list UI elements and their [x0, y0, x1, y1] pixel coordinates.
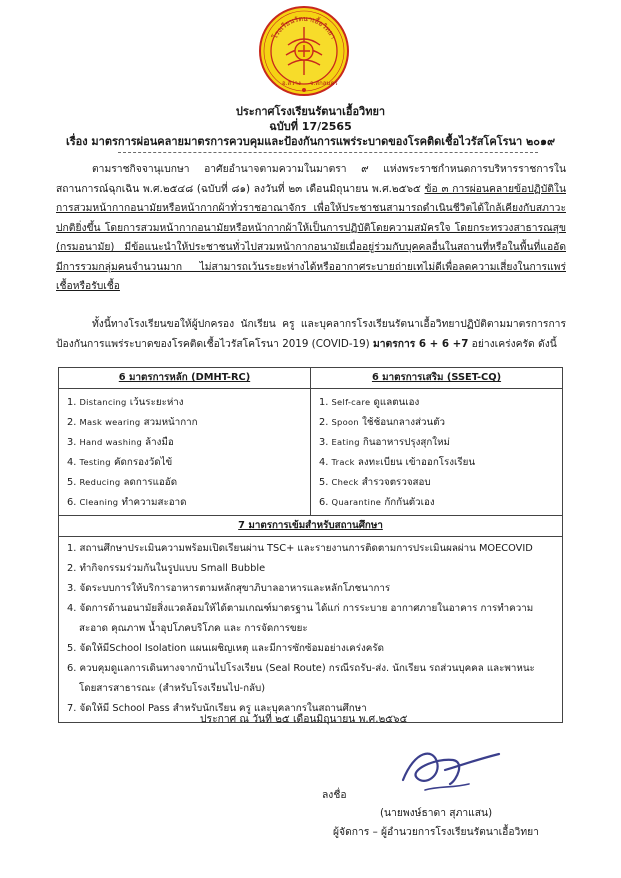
p2-text: ทั้งนี้ทางโรงเรียนขอให้ผู้ปกครอง นักเรียน ครู และบุคลากรโรงเรียนรัตนาเอื้อวิทยาปฏิบัติตามมาตรการการป้องกันการแพร่ระบาดของโรคติดเชื้อไวรัสโคโรนา 2019 (COVID-19)	[56, 318, 566, 350]
p2-end: อย่างเคร่งครัด ดังนี้	[468, 337, 557, 350]
list-item: 2. Spoon ใช้ช้อนกลางส่วนตัว	[319, 417, 446, 428]
seal-bottom-left: อ.สว่าง	[282, 80, 301, 87]
announcement-subject: เรื่อง มาตรการผ่อนคลายมาตรการควบคุมและป้องกันการแพร่ระบาดของโรคติดเชื้อไวรัสโคโรนา ๒๐๑๙	[65, 135, 556, 148]
body-paragraph-1	[56, 160, 566, 297]
list-item: 4. Testing คัดกรองวัดไข้	[67, 457, 173, 468]
main-measures-header: 6 มาตรการหลัก (DMHT-RC)	[59, 368, 311, 389]
announcement-date: ประกาศ ณ วันที่ ๒๕ เดือนมิถุนายน พ.ศ.๒๕๖๕	[200, 713, 408, 725]
announcement-title: ประกาศโรงเรียนรัตนาเอื้อวิทยา	[235, 105, 386, 118]
list-item: 1. สถานศึกษาประเมินความพร้อมเปิดเรียนผ่าน TSC+ และรายงานการติดตามการประเมินผลผ่าน MOECOVID	[67, 543, 533, 554]
list-item: 2. Mask wearing สวมหน้ากาก	[67, 417, 198, 428]
school-seal	[258, 5, 350, 97]
measures-table	[58, 367, 563, 723]
signature-image	[395, 740, 505, 800]
body-paragraph-2	[56, 315, 566, 354]
list-item: 6. Cleaning ทำความสะอาด	[67, 497, 187, 508]
signature-label: ลงชื่อ	[322, 789, 347, 801]
list-item: 5. Reducing ลดการแออัด	[67, 477, 178, 488]
list-item: 1. Distancing เว้นระยะห่าง	[67, 397, 184, 408]
list-item: 6. ควบคุมดูแลการเดินทางจากบ้านไปโรงเรียน (Seal Route) กรณีรถรับ-ส่ง. นักเรียน รถส่วนบุคคล และพาหนะโดยสารสาธารณะ (สำหรับโรงเรียนไป-กลับ)	[67, 663, 535, 694]
supplementary-measures-header: 6 มาตรการเสริม (SSET-CQ)	[311, 368, 563, 389]
list-item: 6. Quarantine กักกันตัวเอง	[319, 497, 435, 508]
announcement-number: ฉบับที่ 17/2565	[269, 120, 352, 133]
seal-bottom-right: จ.สกลนคร	[310, 80, 338, 87]
list-item: 3. Eating กินอาหารปรุงสุกใหม่	[319, 437, 451, 448]
list-item: 1. Self-care ดูแลตนเอง	[319, 397, 420, 408]
list-item: 3. Hand washing ล้างมือ	[67, 437, 174, 448]
signer-name: (นายพงษ์ธาดา สุภาแสน)	[380, 807, 493, 819]
main-measures-list	[59, 389, 311, 516]
strict-measures-header: 7 มาตรการเข้มสำหรับสถานศึกษา	[59, 516, 563, 537]
supplementary-measures-list	[311, 389, 563, 516]
strict-measures-list	[59, 537, 563, 723]
p1-underlined: ข้อ ๓ การผ่อนคลายข้อปฏิบัติในการสวมหน้ากากอนามัยหรือหน้ากากผ้าทั่วราชอาณาจักร เพื่อให้ประชาชนสามารถดำเนินชีวิตได้ใกล้เคียงกับสภาวะปกติยิ่งขึ้น โดยการสวมหน้ากากอนามัยหรือหน้ากากผ้าให้เป็นการปฏิบัติโดยความสมัครใจ โดยกระทรวงสาธารณสุข (กรมอนามัย) มีข้อแนะนำให้ประชาชนทั่วไปสวมหน้ากากอนามัยเมื่ออยู่ร่วมกับบุคคลอื่นในสถานที่หรือในพื้นที่แออัด มีการรวมกลุ่มคนจำนวนมาก ไม่สามารถเว้นระยะห่างได้หรืออากาศระบายถ่ายเทไม่ดีเพื่อลดความเสี่ยงในการแพร่เชื้อหรือรับเชื้อ	[56, 182, 566, 292]
p1-text: ตามราชกิจจานุเบกษา อาศัยอำนาจตามความในมาตรา ๙ แห่งพระราชกำหนดการบริหารราชการในสถานการณ์ฉุกเฉิน พ.ศ.๒๕๔๘ (ฉบับที่ ๘๑) ลงวันที่ ๒๓ เดือนมิถุนายน พ.ศ.๒๕๖๕	[56, 163, 566, 195]
list-item: 5. Check สำรวจตรวจสอบ	[319, 477, 431, 488]
list-item: 3. จัดระบบการให้บริการอาหารตามหลักสุขาภิบาลอาหารและหลักโภชนาการ	[67, 583, 391, 594]
list-item: 5. จัดให้มีSchool Isolation แผนเผชิญเหตุ และมีการซักซ้อมอย่างเคร่งครัด	[67, 643, 384, 654]
p2-bold: มาตรการ 6 + 6 +7	[372, 337, 469, 350]
title-divider	[118, 152, 538, 153]
seal-top-text: โรงเรียนรัตนาเอื้อวิทยา	[270, 14, 338, 41]
list-item: 4. จัดการด้านอนามัยสิ่งแวดล้อมให้ได้ตามเกณฑ์มาตรฐาน ได้แก่ การระบาย อากาศภายในอาคาร การทำความสะอาด คุณภาพ น้ำอุปโภคบริโภค และ การจัดการขยะ	[67, 603, 534, 634]
list-item: 2. ทำกิจกรรมร่วมกันในรูปแบบ Small Bubble	[67, 563, 266, 574]
list-item: 7. จัดให้มี School Pass สำหรับนักเรียน ครู และบุคลากรในสถานศึกษา	[67, 703, 367, 714]
signer-position: ผู้จัดการ – ผู้อำนวยการโรงเรียนรัตนาเอื้อวิทยา	[333, 826, 539, 838]
list-item: 4. Track ลงทะเบียน เข้าออกโรงเรียน	[319, 457, 476, 468]
